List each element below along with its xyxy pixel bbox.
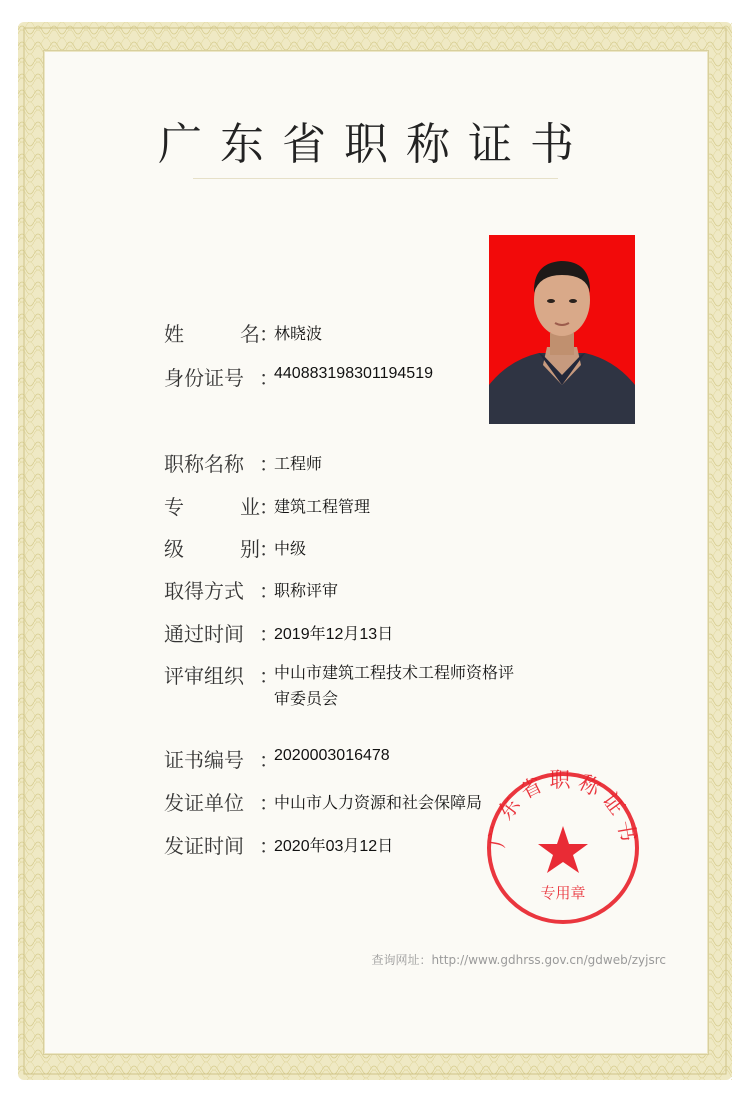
official-seal (483, 768, 643, 928)
id-value: 440883198301194519 (274, 365, 433, 382)
level-value: 中级 (274, 541, 307, 558)
major-value: 建筑工程管理 (274, 499, 371, 516)
seal-bottom-text: 专用章 (540, 884, 586, 902)
pass-date-value: 2019年12月13日 (274, 626, 394, 643)
seal-star-icon (538, 826, 588, 873)
certificate-title: 广东省职称证书 (158, 119, 592, 170)
holder-photo (489, 235, 635, 424)
org-value: 中山市建筑工程技术工程师资格评 审委员会 (274, 665, 515, 708)
title-name-value: 工程师 (274, 456, 323, 473)
cert-no-value: 2020003016478 (274, 747, 390, 764)
title-divider (193, 178, 558, 179)
certificate-page: 广东省职称证书 姓 名 ： 林晓波 身份证号 ： 440883198301194519 职称名称 ： 工程师 专 业 ： 建筑工程管理 级 别 ： 中级 取得方式 ： 职称评审 通过时间 ： 2019年12月13日 评审组织 ： 中山市建筑工程技术工程师资格评 审委员会 证书编号 ： 2020003016478 发证单位 ： 中山市人力资源和社会保障局 发证时间 ： 2020年03月12日 广东省职称证书 专用章 查询网址：http://www.gdhrss.gov.cn/gdweb/zyjsrc (0, 0, 750, 1116)
seal-ring-text: 广东省职称证书 (484, 768, 642, 850)
person-portrait (489, 235, 635, 424)
issuer-value: 中山市人力资源和社会保障局 (274, 795, 483, 812)
issue-date-value: 2020年03月12日 (274, 838, 394, 855)
name-value: 林晓波 (274, 326, 323, 343)
method-value: 职称评审 (274, 583, 339, 600)
query-url: 查询网址：http://www.gdhrss.gov.cn/gdweb/zyjsrc (371, 953, 666, 967)
